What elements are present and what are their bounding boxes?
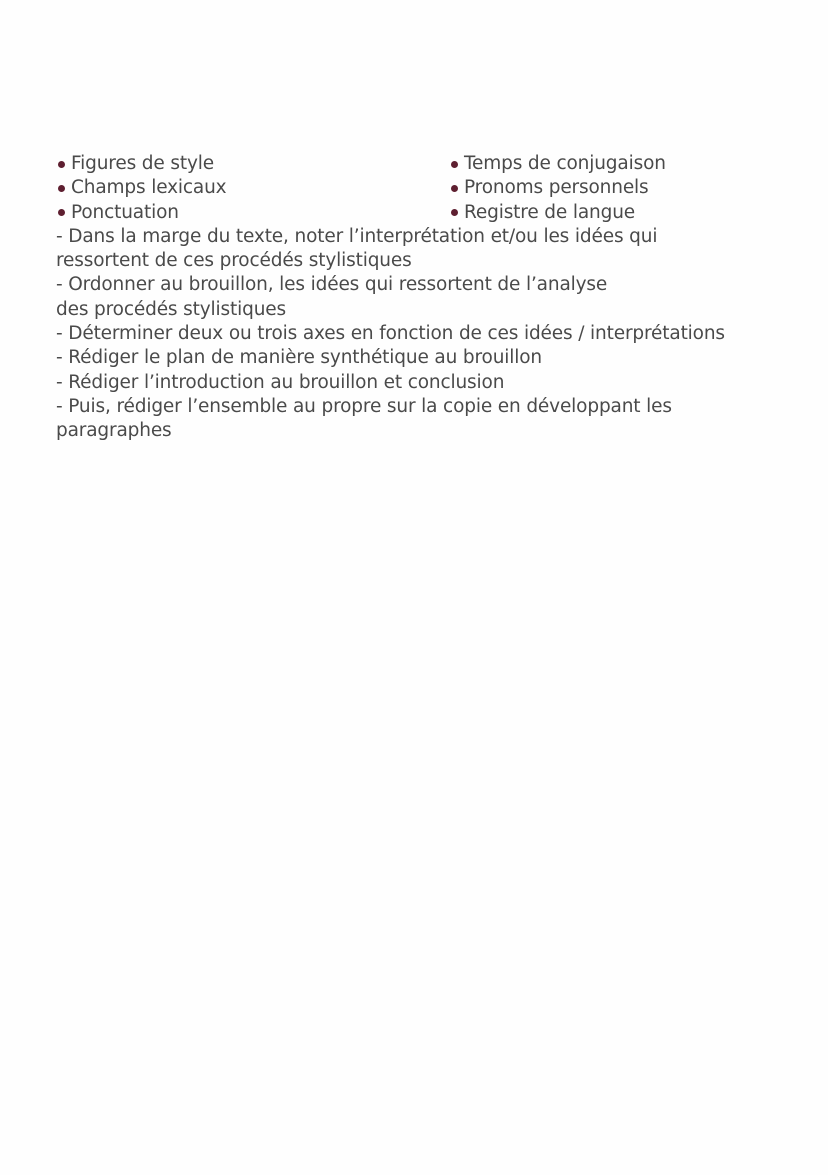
- bullet-icon: [58, 161, 65, 168]
- bullet-label: Registre de langue: [464, 201, 635, 223]
- bullet-icon: [451, 185, 458, 192]
- text-line: ressortent de ces procédés stylistiques: [56, 250, 412, 272]
- bullet-item: [56, 152, 449, 176]
- bullet-row: [56, 201, 776, 225]
- bullet-row: [56, 152, 776, 176]
- text-line: - Ordonner au brouillon, les idées qui ressortent de l’analyse: [56, 274, 608, 296]
- text-line: - Rédiger l’introduction au brouillon et conclusion: [56, 371, 505, 393]
- text-line: - Déterminer deux ou trois axes en fonction de ces idées / interprétations: [56, 323, 725, 345]
- bullet-item: [449, 176, 649, 200]
- bullet-item: [449, 152, 666, 176]
- bullet-icon: [451, 161, 458, 168]
- method-text-block: [56, 152, 776, 444]
- text-line: - Rédiger le plan de manière synthétique au brouillon: [56, 347, 542, 369]
- bullet-item: [56, 176, 449, 200]
- text-line: - Puis, rédiger l’ensemble au propre sur la copie en développant les: [56, 395, 672, 417]
- bullet-icon: [451, 209, 458, 216]
- bullet-label: Champs lexicaux: [71, 177, 227, 199]
- bullet-label: Temps de conjugaison: [464, 153, 666, 174]
- bullet-item: [449, 201, 635, 225]
- bullet-label: Ponctuation: [71, 201, 179, 223]
- bullet-row: [56, 176, 776, 200]
- bullet-label: Figures de style: [71, 153, 214, 174]
- text-line: paragraphes: [56, 420, 172, 442]
- bullet-label: Pronoms personnels: [464, 177, 649, 199]
- bullet-item: [56, 201, 449, 225]
- bullet-icon: [58, 185, 65, 192]
- text-line: des procédés stylistiques: [56, 298, 286, 320]
- text-line: - Dans la marge du texte, noter l’interprétation et/ou les idées qui: [56, 225, 658, 247]
- bullet-icon: [58, 209, 65, 216]
